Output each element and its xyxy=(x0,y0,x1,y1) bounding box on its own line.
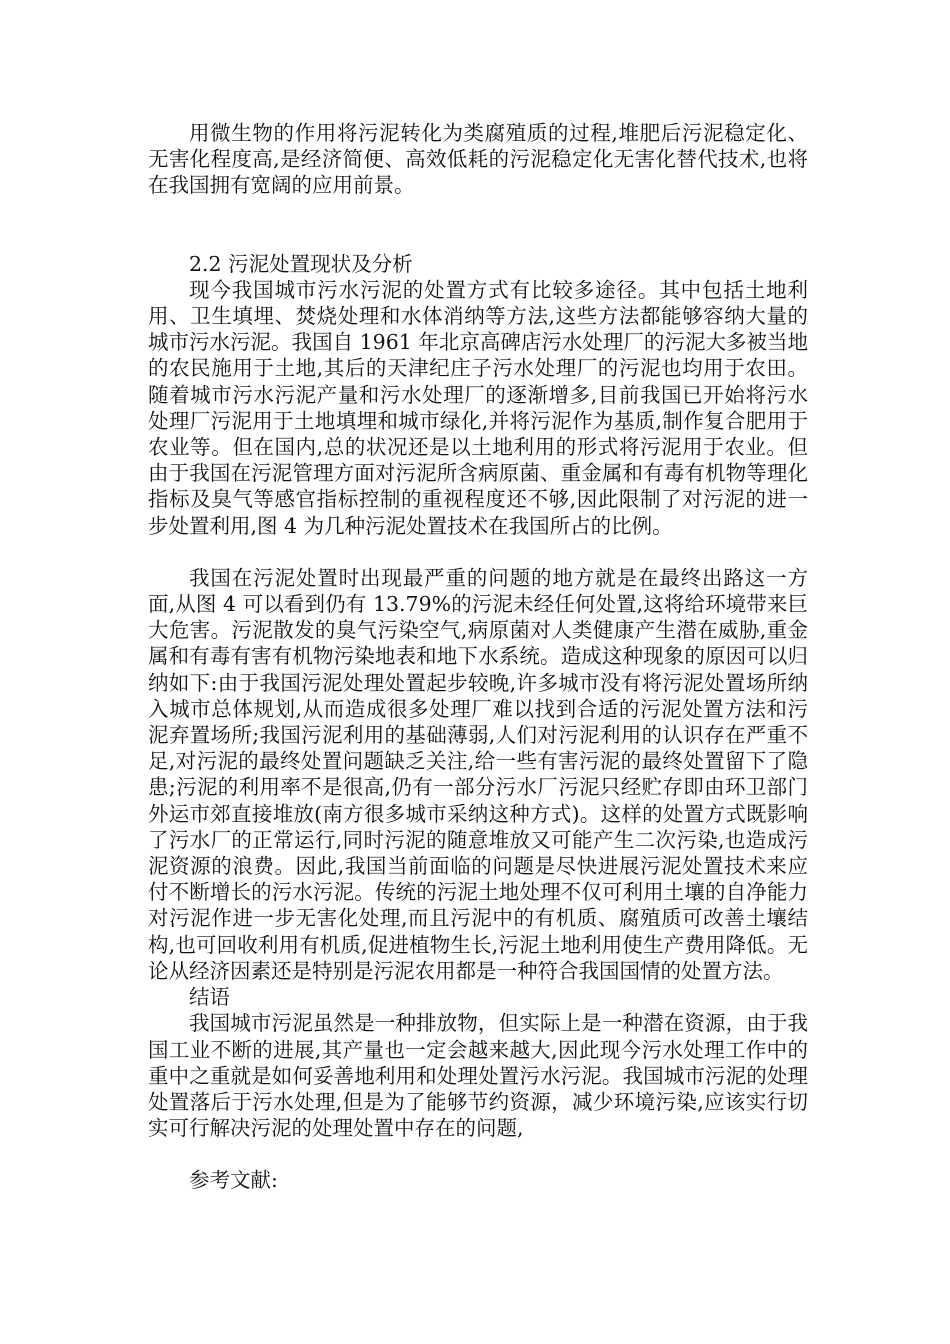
paragraph-disposal-problems: 我国在污泥处置时出现最严重的问题的地方就是在最终出路这一方面,从图 4 可以看到仍有 13.79%的污泥未经任何处置,这将给环境带来巨大危害。污泥散发的臭气污染空气,病原菌对人类健康产生潜在威胁,重金属和有毒有害有机物污染地表和地下水系统。造成这种现象的原因可以归纳如下:由于我国污泥处理处置起步较晚,许多城市没有将污泥处置场所纳入城市总体规划,从而造成很多处理厂难以找到合适的污泥处置方法和污泥弃置场所;我国污泥利用的基础薄弱,人们对污泥利用的认识存在严重不足,对污泥的最终处置问题缺乏关注,给一些有害污泥的最终处置留下了隐患;污泥的利用率不是很高,仍有一部分污水厂污泥只经贮存即由环卫部门外运市郊直接堆放(南方很多城市采纳这种方式)。这样的处置方式既影响了污水厂的正常运行,同时污泥的随意堆放又可能产生二次污染,也造成污泥资源的浪费。因此,我国当前面临的问题是尽快进展污泥处置技术来应付不断增长的污水污泥。传统的污泥土地处理不仅可利用土壤的自净能力对污泥作进一步无害化处理,而且污泥中的有机质、腐殖质可改善土壤结构,也可回收利用有机质,促进植物生长,污泥土地利用使生产费用降低。无论从经济因素还是特别是污泥农用都是一种符合我国国情的处置方法。 xyxy=(148,565,808,983)
spacer xyxy=(148,539,808,565)
spacer xyxy=(148,199,808,251)
paragraph-compost: 用微生物的作用将污泥转化为类腐殖质的过程,堆肥后污泥稳定化、无害化程度高,是经济简便、高效低耗的污泥稳定化无害化替代技术,也将在我国拥有宽阔的应用前景。 xyxy=(148,121,808,198)
document-page xyxy=(148,120,808,1194)
spacer xyxy=(148,1141,808,1167)
references-heading: 参考文献: xyxy=(189,1168,278,1193)
paragraph-conclusion: 我国城市污泥虽然是一种排放物，但实际上是一种潜在资源，由于我国工业不断的进展,其产量也一定会越来越大,因此现今污水处理工作中的重中之重就是如何妥善地利用和处理处置污水污泥。我国城市污泥的处理处置落后于污水处理,但是为了能够节约资源，减少环境污染,应该实行切实可行解决污泥的处理处置中存在的问题, xyxy=(148,1011,808,1141)
conclusion-heading: 结语 xyxy=(189,985,230,1010)
section-heading: 2.2 污泥处置现状及分析 xyxy=(189,251,413,276)
paragraph-disposal-status: 现今我国城市污水污泥的处置方式有比较多途径。其中包括土地利用、卫生填埋、焚烧处理和水体消纳等方法,这些方法都能够容纳大量的城市污水污泥。我国自 1961 年北京高碑店污水处理厂的污泥大多被当地的农民施用于土地,其后的天津纪庄子污水处理厂的污泥也均用于农田。随着城市污水污泥产量和污水处理厂的逐渐增多,目前我国已开始将污水处理厂污泥用于土地填埋和城市绿化,并将污泥作为基质,制作复合肥用于农业等。但在国内,总的状况还是以土地利用的形式将污泥用于农业。但由于我国在污泥管理方面对污泥所含病原菌、重金属和有毒有机物等理化指标及臭气等感官指标控制的重视程度还不够,因此限制了对污泥的进一步处置利用,图 4 为几种污泥处置技术在我国所占的比例。 xyxy=(148,277,808,538)
